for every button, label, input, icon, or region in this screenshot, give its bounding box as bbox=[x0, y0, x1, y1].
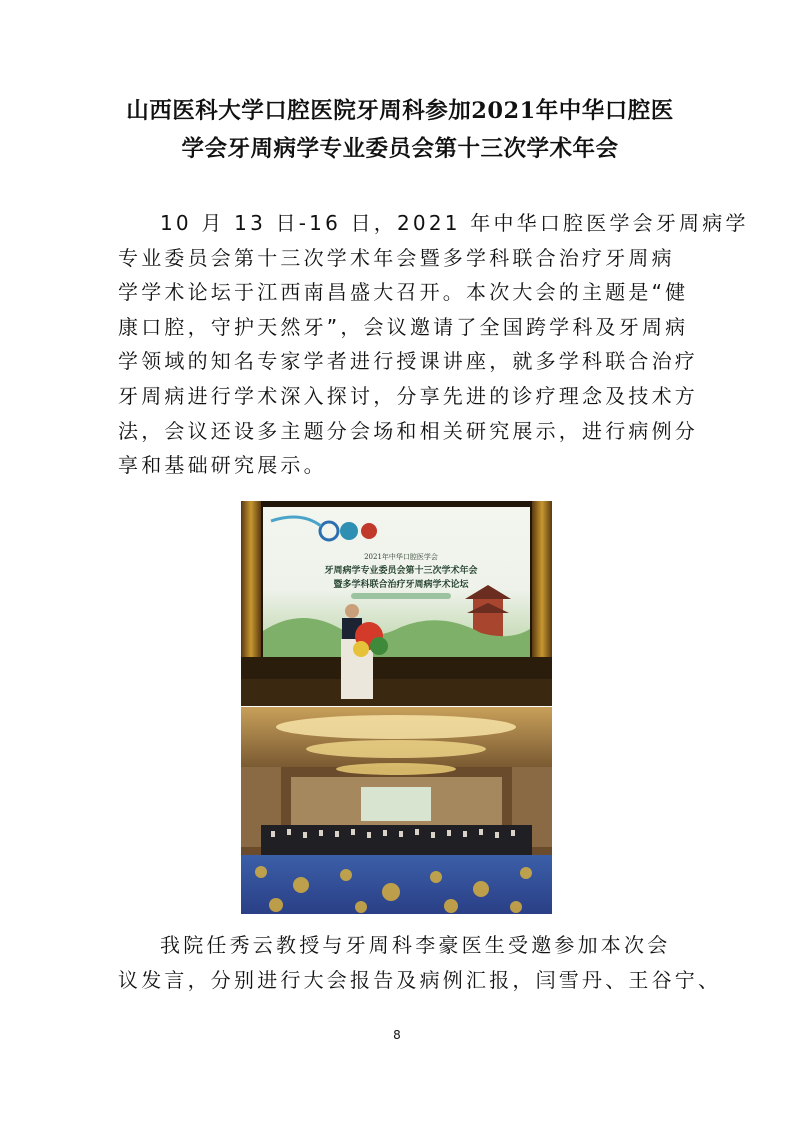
paragraph-line: 法，会议还设多主题分会场和相关研究展示，进行病例分 bbox=[118, 418, 698, 443]
paragraph-line: 享和基础研究展示。 bbox=[118, 453, 327, 478]
paragraph-line: 学学术论坛于江西南昌盛大召开。本次大会的主题是“健 bbox=[118, 280, 689, 305]
conference-stage-photo bbox=[241, 501, 552, 706]
paragraph-line: 专业委员会第十三次学术年会暨多学科联合治疗牙周病 bbox=[118, 245, 675, 270]
paragraph-line: 牙周病进行学术深入探讨，分享先进的诊疗理念及技术方 bbox=[118, 383, 698, 408]
paragraph-line: 康口腔，守护天然牙”，会议邀请了全国跨学科及牙周病 bbox=[118, 314, 689, 339]
paragraph-2 bbox=[118, 928, 722, 997]
screen-text-line-1: 2021年中华口腔医学会 bbox=[364, 553, 438, 561]
conference-hall-photo bbox=[241, 707, 552, 914]
document-title bbox=[110, 92, 690, 168]
paragraph-line: 我院任秀云教授与牙周科李豪医生受邀参加本次会 bbox=[160, 933, 671, 957]
title-line-1: 山西医科大学口腔医院牙周科参加2021年中华口腔医 bbox=[126, 98, 674, 124]
title-line-2: 学会牙周病学专业委员会第十三次学术年会 bbox=[181, 136, 619, 162]
paragraph-line: 议发言，分别进行大会报告及病例汇报，闫雪丹、王谷宁、 bbox=[118, 967, 722, 992]
page-number: 8 bbox=[393, 1028, 401, 1042]
screen-text-line-3: 暨多学科联合治疗牙周病学术论坛 bbox=[333, 580, 469, 590]
screen-text-line-2: 牙周病学专业委员会第十三次学术年会 bbox=[324, 566, 478, 576]
paragraph-line: 10 月 13 日-16 日，2021 年中华口腔医学会牙周病学 bbox=[160, 211, 749, 235]
paragraph-line: 学领域的知名专家学者进行授课讲座，就多学科联合治疗 bbox=[118, 349, 698, 374]
paragraph-1 bbox=[118, 206, 749, 483]
